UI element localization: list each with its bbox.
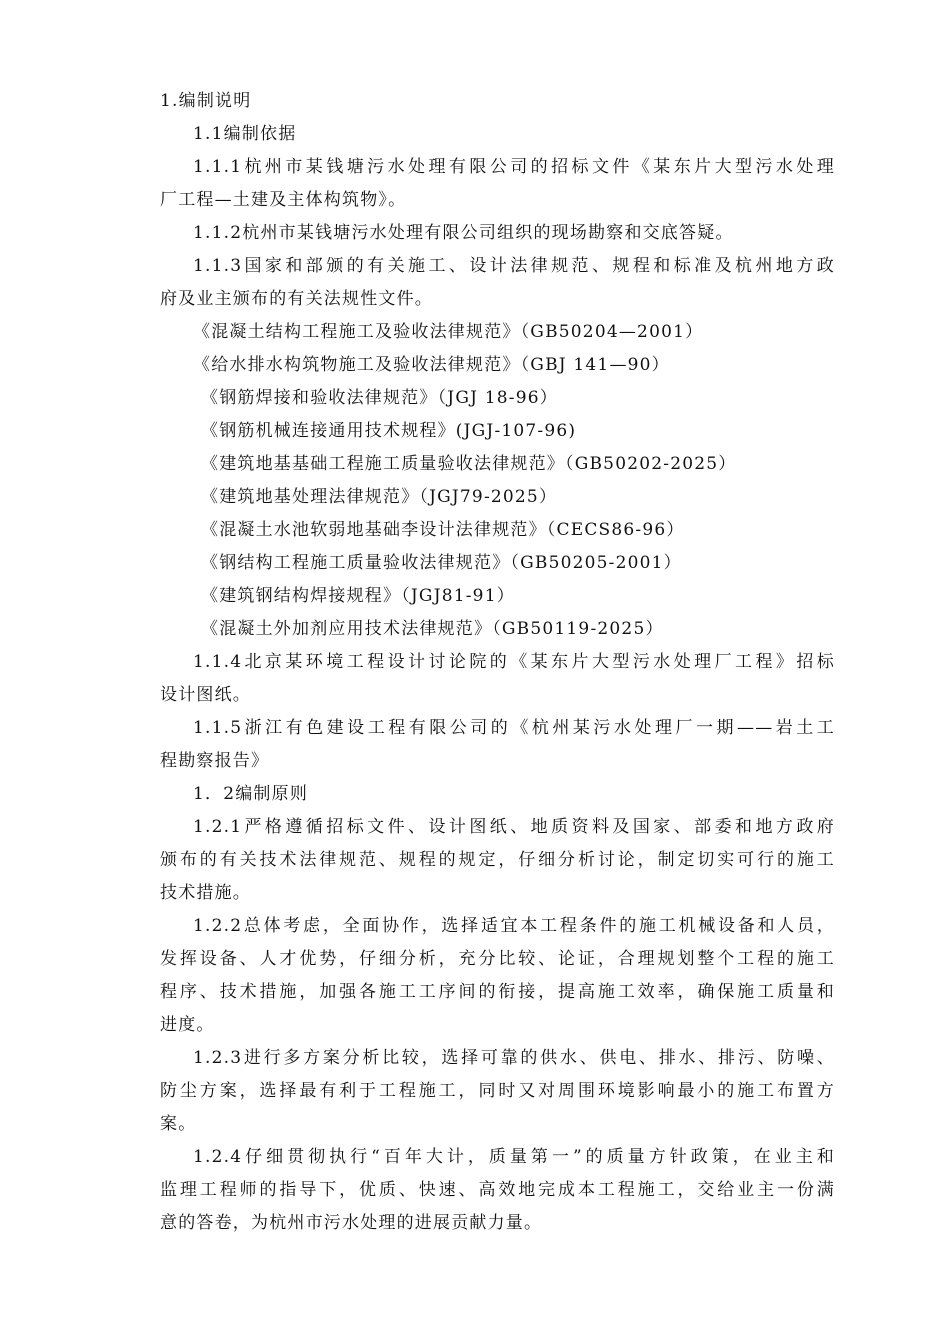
standard-item: 《建筑钢结构焊接规程》（JGJ81-91） <box>201 586 515 606</box>
paragraph-1-1-3-line-1: 1.1.3国家和部颁的有关施工、设计法律规范、规程和标准及杭州地方政 <box>193 256 835 276</box>
standard-item: 《混凝土水池软弱地基础李设计法律规范》（CECS86-96） <box>201 520 685 540</box>
standard-item: 《混凝土外加剂应用技术法律规范》（GB50119-2025） <box>201 619 664 639</box>
heading-compilation-basis: 1.1编制依据 <box>193 124 297 144</box>
standard-item: 《给水排水构筑物施工及验收法律规范》（GBJ 141—90） <box>193 355 670 375</box>
paragraph-1-1-4-line-1: 1.1.4北京某环境工程设计讨论院的《某东片大型污水处理厂工程》招标 <box>193 652 835 672</box>
heading-compilation-notes: 1.编制说明 <box>160 91 252 111</box>
standard-item: 《建筑地基处理法律规范》（JGJ79-2025） <box>201 487 558 507</box>
paragraph-1-2-4-line-1: 1.2.4仔细贯彻执行“百年大计，质量第一”的质量方针政策，在业主和 <box>193 1147 835 1167</box>
standard-item: 《钢筋焊接和验收法律规范》（JGJ 18-96） <box>201 388 558 408</box>
paragraph-1-2-4-line-3: 意的答卷，为杭州市污水处理的进展贡献力量。 <box>160 1213 543 1233</box>
paragraph-1-1-4-line-2: 设计图纸。 <box>160 685 251 705</box>
standard-item: 《混凝土结构工程施工及验收法律规范》（GB50204—2001） <box>193 322 704 342</box>
paragraph-1-1-5-line-1: 1.1.5浙江有色建设工程有限公司的《杭州某污水处理厂一期——岩土工 <box>193 718 835 738</box>
paragraph-1-2-4-line-2: 监理工程师的指导下，优质、快速、高效地完成本工程施工，交给业主一份满 <box>160 1180 835 1200</box>
paragraph-1-1-5-line-2: 程勘察报告》 <box>160 751 270 771</box>
paragraph-1-1-1-line-1: 1.1.1杭州市某钱塘污水处理有限公司的招标文件《某东片大型污水处理 <box>193 157 835 177</box>
standard-item: 《建筑地基基础工程施工质量验收法律规范》（GB50202-2025） <box>201 454 737 474</box>
paragraph-1-2-3-line-3: 案。 <box>160 1114 197 1134</box>
paragraph-1-2-2-line-1: 1.2.2总体考虑，全面协作，选择适宜本工程条件的施工机械设备和人员， <box>193 916 835 936</box>
paragraph-1-2-2-line-2: 发挥设备、人才优势，仔细分析，充分比较、论证，合理规划整个工程的施工 <box>160 949 835 969</box>
paragraph-1-2-1-line-3: 技术措施。 <box>160 883 251 903</box>
standard-item: 《钢结构工程施工质量验收法律规范》（GB50205-2001） <box>201 553 682 573</box>
paragraph-1-2-1-line-1: 1.2.1严格遵循招标文件、设计图纸、地质资料及国家、部委和地方政府 <box>193 817 835 837</box>
heading-compilation-principles: 1．2编制原则 <box>193 784 309 804</box>
paragraph-1-2-1-line-2: 颁布的有关技术法律规范、规程的规定，仔细分析讨论，制定切实可行的施工 <box>160 850 835 870</box>
paragraph-1-2-2-line-4: 进度。 <box>160 1015 215 1035</box>
paragraph-1-2-3-line-1: 1.2.3进行多方案分析比较，选择可靠的供水、供电、排水、排污、防噪、 <box>193 1048 835 1068</box>
standard-item: 《钢筋机械连接通用技术规程》(JGJ-107-96) <box>201 421 577 441</box>
paragraph-1-1-1-line-2: 厂工程—土建及主体构筑物》。 <box>160 190 407 210</box>
paragraph-1-2-3-line-2: 防尘方案，选择最有利于工程施工，同时又对周围环境影响最小的施工布置方 <box>160 1081 835 1101</box>
paragraph-1-2-2-line-3: 程序、技术措施，加强各施工工序间的衔接，提高施工效率，确保施工质量和 <box>160 982 835 1002</box>
paragraph-1-1-2: 1.1.2杭州市某钱塘污水处理有限公司组织的现场勘察和交底答疑。 <box>193 223 734 243</box>
paragraph-1-1-3-line-2: 府及业主颁布的有关法规性文件。 <box>160 289 433 309</box>
